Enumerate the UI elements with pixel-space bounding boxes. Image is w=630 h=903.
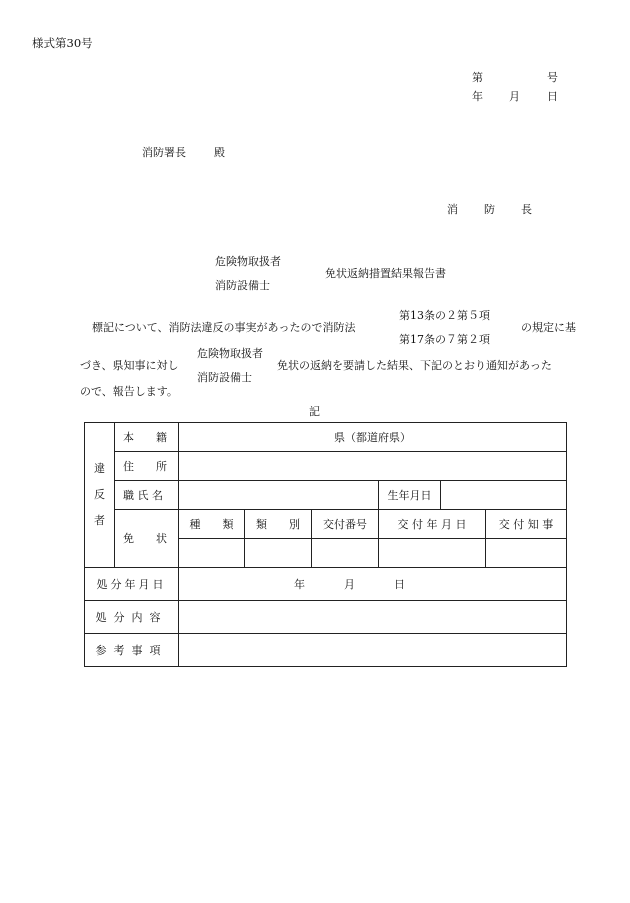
doc-number-dai: 第 (472, 71, 483, 84)
license-number-value[interactable] (312, 539, 379, 568)
jusho-value[interactable] (179, 452, 567, 481)
license-number-header: 交付番号 (312, 510, 379, 539)
violator-label-cell (85, 423, 115, 568)
doc-number-go: 号 (547, 71, 558, 84)
body-line2-end: 免状の返納を要請した結果、下記のとおり通知があった (277, 359, 552, 372)
shobun-content-value[interactable] (179, 601, 567, 634)
shokushimei-label: 職 氏 名 (115, 481, 179, 510)
shobun-content-label: 処分内容 (85, 601, 179, 634)
report-table (84, 422, 567, 667)
title-option-1: 危険物取扱者 (215, 255, 281, 268)
date-month: 月 (509, 90, 520, 103)
shobun-year: 年 (294, 577, 305, 591)
violator-char-2: 反 (94, 488, 105, 501)
shokushimei-value[interactable] (179, 481, 379, 510)
license-issue-date-value[interactable] (379, 539, 486, 568)
body-line3: ので、報告します。 (80, 385, 178, 398)
shobun-day: 日 (394, 577, 405, 591)
addressee-honorific: 殿 (214, 146, 225, 159)
birthdate-label: 生年月日 (379, 481, 441, 510)
license-issuer-header: 交 付 知 事 (486, 510, 567, 539)
license-type-value[interactable] (179, 539, 245, 568)
date-day: 日 (547, 90, 558, 103)
doc-title: 免状返納措置結果報告書 (325, 267, 446, 280)
sender-char-3: 長 (521, 203, 532, 216)
law-option-1: 第13条の２第５項 (399, 309, 490, 322)
sender-char-1: 消 (447, 203, 458, 216)
license-type-header: 種 類 (179, 510, 245, 539)
remarks-label: 参考事項 (85, 634, 179, 667)
law-option-2: 第17条の７第２項 (399, 333, 490, 346)
violator-char-1: 違 (94, 462, 105, 475)
shobun-date-label: 処分年月日 (85, 568, 179, 601)
title-option-2: 消防設備士 (215, 279, 270, 292)
license-issuer-value[interactable] (486, 539, 567, 568)
shobun-date-value[interactable] (179, 568, 567, 601)
body-line1-end: の規定に基 (521, 321, 576, 334)
violator-char-3: 者 (94, 514, 105, 527)
birthdate-value[interactable] (441, 481, 567, 510)
addressee-title: 消防署長 (142, 146, 186, 159)
menjo-label: 免 状 (115, 510, 179, 568)
body-line2-start: づき、県知事に対し (80, 359, 179, 372)
license-class-value[interactable] (245, 539, 312, 568)
role-option-2: 消防設備士 (197, 371, 252, 384)
jusho-label: 住 所 (115, 452, 179, 481)
role-option-1: 危険物取扱者 (197, 347, 263, 360)
remarks-value[interactable] (179, 634, 567, 667)
license-class-header: 類 別 (245, 510, 312, 539)
honseki-value: 県（都道府県） (179, 423, 567, 452)
body-line1-start: 標記について、消防法違反の事実があったので消防法 (92, 321, 356, 334)
shobun-month: 月 (344, 577, 355, 591)
license-issue-date-header: 交 付 年 月 日 (379, 510, 486, 539)
ki-heading: 記 (309, 405, 320, 418)
form-number: 様式第30号 (32, 36, 93, 50)
honseki-label: 本 籍 (115, 423, 179, 452)
sender-char-2: 防 (484, 203, 495, 216)
date-year: 年 (472, 90, 483, 103)
